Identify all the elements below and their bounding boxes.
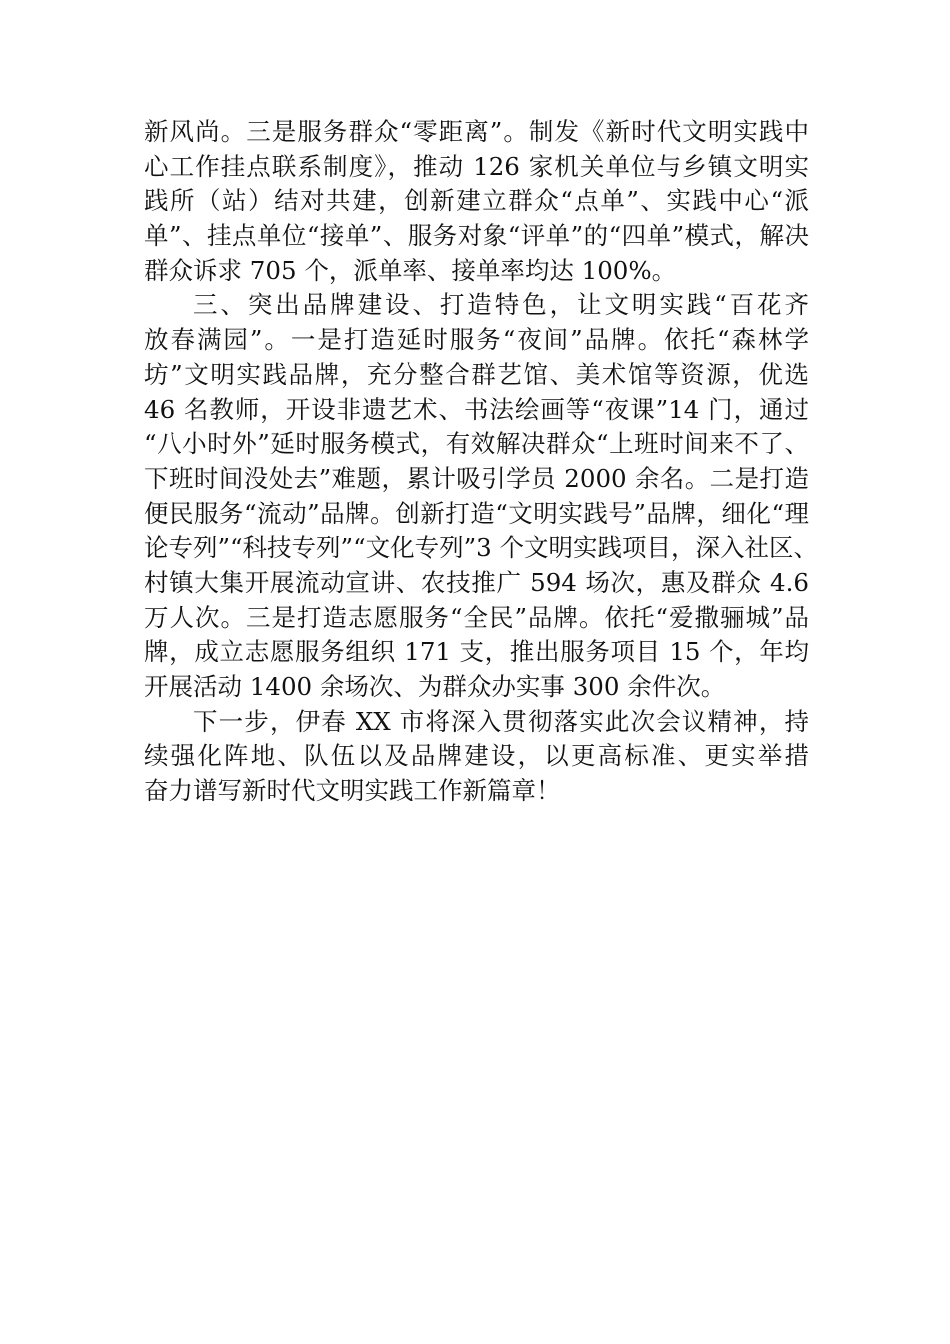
text-line: 村镇大集开展流动宣讲、农技推广 594 场次，惠及群众 4.6 [144,567,809,597]
text-line-indented: 下一步，伊春 XX 市将深入贯彻落实此次会议精神，持 [193,706,809,736]
paragraph-next-steps [144,705,809,809]
text-line: 奋力谱写新时代文明实践工作新篇章！ [144,776,561,806]
text-line: 续强化阵地、队伍以及品牌建设，以更高标准、更实举措 [144,741,809,771]
paragraph-service-mechanism [144,115,809,288]
text-line: 牌，成立志愿服务组织 171 支，推出服务项目 15 个，年均 [144,637,809,667]
text-line-indented: 三、突出品牌建设、打造特色，让文明实践“百花齐 [193,290,809,320]
text-line: 单”、挂点单位“接单”、服务对象“评单”的“四单”模式，解决 [144,221,809,251]
text-line: 新风尚。三是服务群众“零距离”。制发《新时代文明实践中 [144,117,809,146]
text-line: 下班时间没处去”难题，累计吸引学员 2000 余名。二是打造 [144,463,809,493]
text-line: 万人次。三是打造志愿服务“全民”品牌。依托“爱撒骊城”品 [144,602,809,632]
text-line: 开展活动 1400 余场次、为群众办实事 300 余件次。 [144,672,726,701]
text-line: 放春满园”。一是打造延时服务“夜间”品牌。依托“森林学 [144,325,809,355]
text-line: 心工作挂点联系制度》，推动 126 家机关单位与乡镇文明实 [144,151,809,181]
text-line: 坊”文明实践品牌，充分整合群艺馆、美术馆等资源，优选 [144,359,809,389]
text-line: 46 名教师，开设非遗艺术、书法绘画等“夜课”14 门，通过 [144,394,809,424]
document-body [144,115,818,809]
text-line: 便民服务“流动”品牌。创新打造“文明实践号”品牌，细化“理 [144,498,809,528]
text-line: “八小时外”延时服务模式，有效解决群众“上班时间来不了、 [144,429,809,459]
text-line: 论专列”“科技专列”“文化专列”3 个文明实践项目，深入社区、 [144,533,818,563]
paragraph-brand-building [144,288,818,704]
text-line: 群众诉求 705 个，派单率、接单率均达 100%。 [144,255,677,285]
text-line: 践所（站）结对共建，创新建立群众“点单”、实践中心“派 [144,186,809,216]
